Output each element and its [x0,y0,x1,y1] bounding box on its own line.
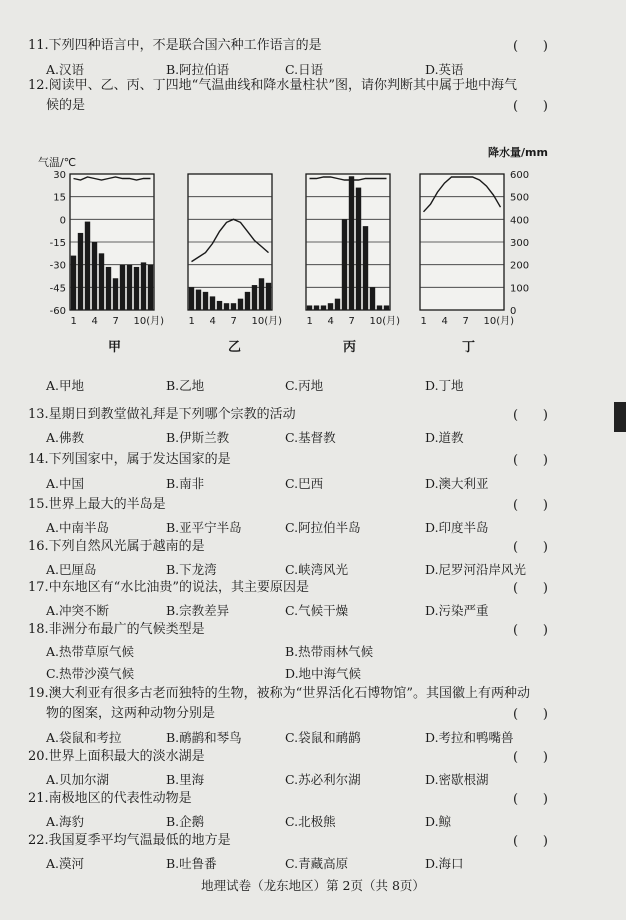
q13-stem-line: 13.星期日到教堂做礼拜是下列哪个宗教的活动 [28,407,296,422]
q21-option-b[interactable]: B.企鹅 [166,814,205,829]
precip-bar [85,222,90,310]
q21-option-d[interactable]: D.鲸 [425,814,452,829]
q19-answer-blank[interactable]: ( ) [513,707,548,722]
precip-bar [238,299,243,310]
q11-option-b[interactable]: B.阿拉伯语 [166,62,230,77]
q12-option-c[interactable]: C.丙地 [285,378,324,393]
precip-bar [210,296,215,310]
q14-stem-line: 14.下列国家中，属于发达国家的是 [28,452,231,467]
chart-panel-label: 丙 [343,340,357,355]
q20-answer-blank[interactable]: ( ) [513,750,548,765]
q19-option-d[interactable]: D.考拉和鸭嘴兽 [425,730,514,745]
q20-stem-line: 20.世界上面积最大的淡水湖是 [28,749,205,764]
q22-stem-line: 22.我国夏季平均气温最低的地方是 [28,833,231,848]
q22-answer-blank[interactable]: ( ) [513,834,548,849]
q19-option-b[interactable]: B.鸸鹋和琴鸟 [166,730,242,745]
precip-bar [314,305,319,310]
q19-option-a[interactable]: A.袋鼠和考拉 [46,730,122,745]
q13-option-a[interactable]: A.佛教 [46,430,85,445]
precip-tick-label: 600 [510,170,530,181]
precip-bar [120,265,125,310]
precip-bar [328,303,333,310]
q20-option-a[interactable]: A.贝加尔湖 [46,772,110,787]
precip-bar [342,219,347,310]
month-tick-label: 1 [188,316,195,327]
q12-stem-line: 12.阅读甲、乙、丙、丁四地“气温曲线和降水量柱状”图，请你判断其中属于地中海气 [28,78,517,93]
q15-answer-blank[interactable]: ( ) [513,498,548,513]
precip-bar [196,290,201,310]
precip-bar [335,299,340,310]
q21-answer-blank[interactable]: ( ) [513,792,548,807]
q18-option-b[interactable]: B.热带雨林气候 [285,644,374,659]
precip-bar [384,305,389,310]
precip-bar [134,267,139,310]
precip-bar [141,262,146,310]
q21-stem-line: 21.南极地区的代表性动物是 [28,791,192,806]
q12-answer-blank[interactable]: ( ) [513,99,548,114]
q22-option-c[interactable]: C.青藏高原 [285,856,349,871]
month-tick-label: 4 [327,316,334,327]
q16-answer-blank[interactable]: ( ) [513,540,548,555]
precip-bar [259,278,264,310]
month-tick-label: 1 [70,316,77,327]
q17-option-b[interactable]: B.宗教差异 [166,603,230,618]
q19-stem-line: 物的图案，这两种动物分别是 [46,706,216,721]
climate-charts [0,130,626,470]
precip-bar [231,303,236,310]
month-tick-label: 7 [230,316,237,327]
month-tick-label: 10(月) [483,316,515,327]
q22-option-a[interactable]: A.漠河 [46,856,85,871]
q13-answer-blank[interactable]: ( ) [513,408,548,423]
q20-option-b[interactable]: B.里海 [166,772,205,787]
precip-bar [148,265,153,310]
precip-bar [252,285,257,310]
temp-tick-label: 15 [53,192,66,204]
month-tick-label: 10(月) [133,316,165,327]
precip-bar [370,287,375,310]
q12-option-d[interactable]: D.丁地 [425,378,464,393]
q11-answer-blank[interactable]: ( ) [513,39,548,54]
precip-tick-label: 200 [510,260,530,272]
q17-option-c[interactable]: C.气候干燥 [285,603,349,618]
precip-bar [266,283,271,310]
precip-bar [377,305,382,310]
temp-tick-label: -60 [49,306,66,317]
q12-option-b[interactable]: B.乙地 [166,378,205,393]
precip-bar [245,292,250,310]
precip-tick-label: 100 [510,283,530,295]
q13-option-b[interactable]: B.伊斯兰教 [166,430,230,445]
q14-answer-blank[interactable]: ( ) [513,453,548,468]
q14-option-b[interactable]: B.南非 [166,476,205,491]
q22-option-d[interactable]: D.海口 [425,856,464,871]
q22-option-b[interactable]: B.吐鲁番 [166,856,217,871]
q14-option-d[interactable]: D.澳大利亚 [425,476,489,491]
precip-bar [363,226,368,310]
q12-option-a[interactable]: A.甲地 [46,378,85,393]
precip-bar [356,188,361,310]
q18-option-c[interactable]: C.热带沙漠气候 [46,666,135,681]
precip-bar [189,287,194,310]
q20-option-d[interactable]: D.密歇根湖 [425,772,489,787]
month-tick-label: 4 [441,316,448,327]
q14-option-c[interactable]: C.巴西 [285,476,324,491]
page-footer: 地理试卷（龙东地区）第 2页（共 8页） [201,878,425,893]
q12-stem-line: 候的是 [46,98,86,113]
q14-option-a[interactable]: A.中国 [46,476,85,491]
q17-answer-blank[interactable]: ( ) [513,581,548,596]
q11-stem-line: 11.下列四种语言中，不是联合国六种工作语言的是 [28,38,322,53]
temp-axis-label: 气温/℃ [38,156,77,169]
q13-option-c[interactable]: C.基督教 [285,430,336,445]
q20-option-c[interactable]: C.苏必利尔湖 [285,772,361,787]
q17-stem-line: 17.中东地区有“水比油贵”的说法，其主要原因是 [28,580,309,595]
chart-panel-label: 甲 [108,340,122,355]
month-tick-label: 7 [462,316,469,327]
precip-bar [307,305,312,310]
precip-bar [224,303,229,310]
month-tick-label: 10(月) [251,316,283,327]
precip-bar [71,256,76,310]
precip-bar [203,292,208,310]
q11-option-a[interactable]: A.汉语 [46,62,85,77]
temp-tick-label: -15 [49,238,66,249]
q16-stem-line: 16.下列自然风光属于越南的是 [28,539,205,554]
q18-option-a[interactable]: A.热带草原气候 [46,644,135,659]
month-tick-label: 4 [91,316,98,327]
precip-tick-label: 300 [510,238,530,249]
precip-bar [127,265,132,310]
q15-option-c[interactable]: C.阿拉伯半岛 [285,520,361,535]
q16-option-a[interactable]: A.巴厘岛 [46,562,97,577]
precip-tick-label: 400 [510,215,530,227]
temp-tick-label: -45 [49,283,66,295]
month-tick-label: 4 [209,316,216,327]
precip-bar [217,301,222,310]
q17-option-a[interactable]: A.冲突不断 [46,603,110,618]
q18-stem-line: 18.非洲分布最广的气候类型是 [28,622,205,637]
q18-option-d[interactable]: D.地中海气候 [285,666,362,681]
q17-option-d[interactable]: D.污染严重 [425,603,489,618]
chart-panel-label: 乙 [228,340,242,355]
precip-tick-label: 0 [510,306,517,317]
month-tick-label: 7 [112,316,119,327]
q21-option-a[interactable]: A.海豹 [46,814,85,829]
month-tick-label: 7 [348,316,355,327]
q15-stem-line: 15.世界上最大的半岛是 [28,497,166,512]
precip-axis-label: 降水量/mm [488,146,548,159]
precip-bar [113,278,118,310]
q18-answer-blank[interactable]: ( ) [513,623,548,638]
q11-option-d[interactable]: D.英语 [425,62,464,77]
temp-tick-label: 30 [53,170,66,181]
precip-bar [106,267,111,310]
month-tick-label: 10(月) [369,316,401,327]
precip-bar [78,233,83,310]
precip-bar [349,176,354,310]
month-tick-label: 1 [420,316,427,327]
q16-option-c[interactable]: C.峡湾风光 [285,562,349,577]
precip-bar [321,305,326,310]
q11-option-c[interactable]: C.日语 [285,62,324,77]
precip-bar [99,253,104,310]
precip-bar [92,242,97,310]
temp-tick-label: -30 [49,260,66,272]
precip-tick-label: 500 [510,192,530,204]
q15-option-b[interactable]: B.亚平宁半岛 [166,520,242,535]
q19-option-c[interactable]: C.袋鼠和鸸鹋 [285,730,361,745]
temp-tick-label: 0 [59,215,66,227]
chart-panel-label: 丁 [462,340,476,355]
month-tick-label: 1 [306,316,313,327]
q21-option-c[interactable]: C.北极熊 [285,814,336,829]
q16-option-b[interactable]: B.下龙湾 [166,562,217,577]
q15-option-d[interactable]: D.印度半岛 [425,520,489,535]
q13-option-d[interactable]: D.道教 [425,430,464,445]
q16-option-d[interactable]: D.尼罗河沿岸风光 [425,562,527,577]
page-edge-mark [614,402,626,432]
q19-stem-line: 19.澳大利亚有很多古老而独特的生物，被称为“世界活化石博物馆”。其国徽上有两种动 [28,686,530,701]
q15-option-a[interactable]: A.中南半岛 [46,520,110,535]
